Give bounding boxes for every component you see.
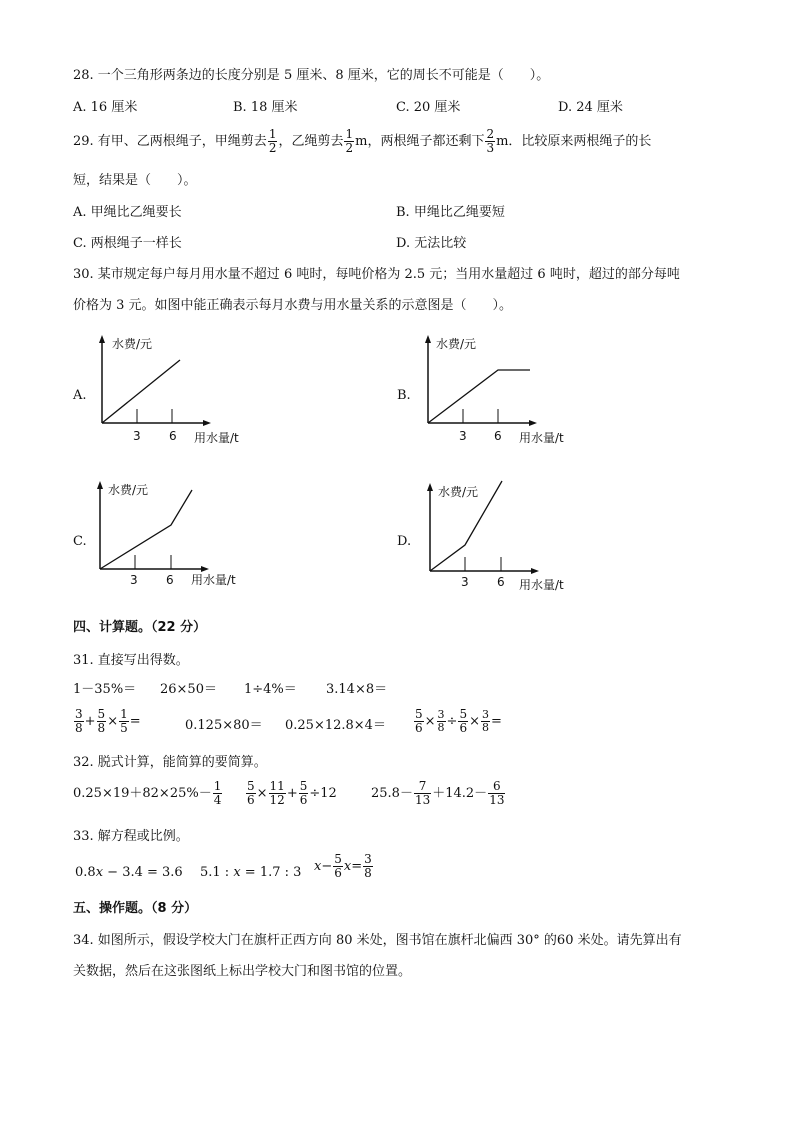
q29-option-d: D. 无法比较 [396, 236, 467, 251]
graph-c-tick-label-3: 3 [130, 573, 138, 587]
q31-item-7: 0.25×12.8×4＝ [285, 718, 386, 733]
q28-option-b: B. 18 厘米 [233, 100, 298, 115]
q31-item-3: 1÷4%＝ [244, 682, 297, 697]
q30-stem-line2: 价格为 3 元。如图中能正确表示每月水费与用水量关系的示意图是（ ）。 [73, 298, 513, 313]
q29-option-b: B. 甲绳比乙绳要短 [396, 205, 505, 220]
graph-a [90, 330, 260, 450]
graph-c-xlabel: 用水量/t [191, 573, 236, 587]
graph-d-tick-label-3: 3 [461, 575, 469, 589]
graph-d-tick-label-6: 6 [497, 575, 505, 589]
q29-fraction-1: $\frac{1}{2}$ [268, 127, 277, 155]
graph-a-line [102, 360, 180, 423]
graph-a-xlabel: 用水量/t [194, 431, 239, 445]
graph-c [88, 476, 258, 596]
graph-a-letter: A. [73, 388, 87, 403]
graph-a-tick-label-6: 6 [169, 429, 177, 443]
q29-text-d: m．比较原来两根绳子的长 [496, 133, 652, 149]
graph-b [416, 330, 586, 450]
graph-c-ylabel: 水费/元 [108, 483, 149, 497]
graph-b-line [428, 370, 530, 423]
section-5-title: 五、操作题。（8 分） [73, 901, 198, 916]
graph-d-x-arrow [531, 568, 539, 574]
graph-a-x-arrow [203, 420, 211, 426]
graph-d-xlabel: 用水量/t [519, 578, 564, 592]
q29-text-a: 29. 有甲、乙两根绳子，甲绳剪去 [73, 133, 267, 149]
graph-c-x-arrow [201, 566, 209, 572]
q28-stem: 28. 一个三角形两条边的长度分别是 5 厘米、8 厘米，它的周长不可能是（ ）。 [73, 68, 550, 83]
q29-option-c: C. 两根绳子一样长 [73, 236, 182, 251]
q29-text-c: ，两根绳子都还剩下 [367, 133, 485, 149]
q33-stem: 33. 解方程或比例。 [73, 829, 189, 844]
q31-item-2: 26×50＝ [160, 682, 217, 697]
q31-item-4: 3.14×8＝ [326, 682, 388, 697]
graph-a-tick-label-3: 3 [133, 429, 141, 443]
q28-option-c: C. 20 厘米 [396, 100, 461, 115]
graph-b-tick-label-6: 6 [494, 429, 502, 443]
q31-item-1: 1－35%＝ [73, 682, 137, 697]
graph-b-x-arrow [529, 420, 537, 426]
q33-equation-1: 0.8x − 3.4 = 3.6 [75, 865, 183, 880]
q31-stem: 31. 直接写出得数。 [73, 653, 189, 668]
q31-item-5: $\frac{3}{8}$ + $\frac{5}{8}$ × $\frac{1}{5}$ = [75, 707, 141, 735]
q34-stem-line1: 34. 如图所示，假设学校大门在旗杆正西方向 80 米处，图书馆在旗杆北偏西 30° 的60 米处。请先算出有 [73, 933, 682, 948]
graph-b-tick-label-3: 3 [459, 429, 467, 443]
q32-expr-1: 0.25×19＋82×25%－ $\frac{1}{4}$ [73, 779, 222, 807]
q29-option-a: A. 甲绳比乙绳要长 [73, 205, 182, 220]
graph-d-y-arrow [427, 483, 433, 491]
q31-item-6: 0.125×80＝ [185, 718, 263, 733]
q34-stem-line2: 关数据，然后在这张图纸上标出学校大门和图书馆的位置。 [73, 964, 412, 979]
q33-equation-3: x − $\frac{5}{6}$ x = $\frac{3}{8}$ [314, 852, 372, 880]
q29-text-b: ，乙绳剪去 [278, 133, 344, 149]
graph-d-ylabel: 水费/元 [438, 485, 479, 499]
q29-fraction-3: $\frac{2}{3}$ [486, 127, 495, 155]
q29-fraction-2: $\frac{1}{2}$ [345, 127, 354, 155]
graph-a-ylabel: 水费/元 [112, 337, 153, 351]
q32-expr-3: 25.8－ $\frac{7}{13}$ ＋14.2－ $\frac{6}{13}$ [371, 779, 505, 807]
graph-d [418, 478, 588, 598]
q32-expr-2: $\frac{5}{6}$ × $\frac{11}{12}$ + $\frac{5}{6}$ ÷12 [247, 779, 337, 807]
q30-stem-line1: 30. 某市规定每户每月用水量不超过 6 吨时，每吨价格为 2.5 元；当用水量超过 6 吨时，超过的部分每吨 [73, 267, 680, 282]
graph-b-y-arrow [425, 335, 431, 343]
q31-item-8: $\frac{5}{6}$ × $\frac{3}{8}$ ÷ $\frac{5}{6}$ × $\frac{3}{8}$ = [415, 707, 502, 735]
graph-b-letter: B. [397, 388, 411, 403]
q33-equation-2: 5.1 : x = 1.7 : 3 [200, 865, 302, 880]
graph-c-letter: C. [73, 534, 87, 549]
q32-stem: 32. 脱式计算，能简算的要简算。 [73, 755, 267, 770]
q29-stem-line2: 短，结果是（ ）。 [73, 173, 197, 188]
graph-b-ylabel: 水费/元 [436, 337, 477, 351]
graph-c-tick-label-6: 6 [166, 573, 174, 587]
q29-stem [73, 128, 651, 154]
graph-a-y-arrow [99, 335, 105, 343]
graph-c-y-arrow [97, 481, 103, 489]
graph-d-letter: D. [397, 534, 412, 549]
graph-c-line [100, 490, 192, 569]
graph-b-xlabel: 用水量/t [519, 431, 564, 445]
q28-option-d: D. 24 厘米 [558, 100, 623, 115]
q28-option-a: A. 16 厘米 [73, 100, 138, 115]
q29-unit: m [355, 133, 368, 149]
section-4-title: 四、计算题。（22 分） [73, 620, 207, 635]
